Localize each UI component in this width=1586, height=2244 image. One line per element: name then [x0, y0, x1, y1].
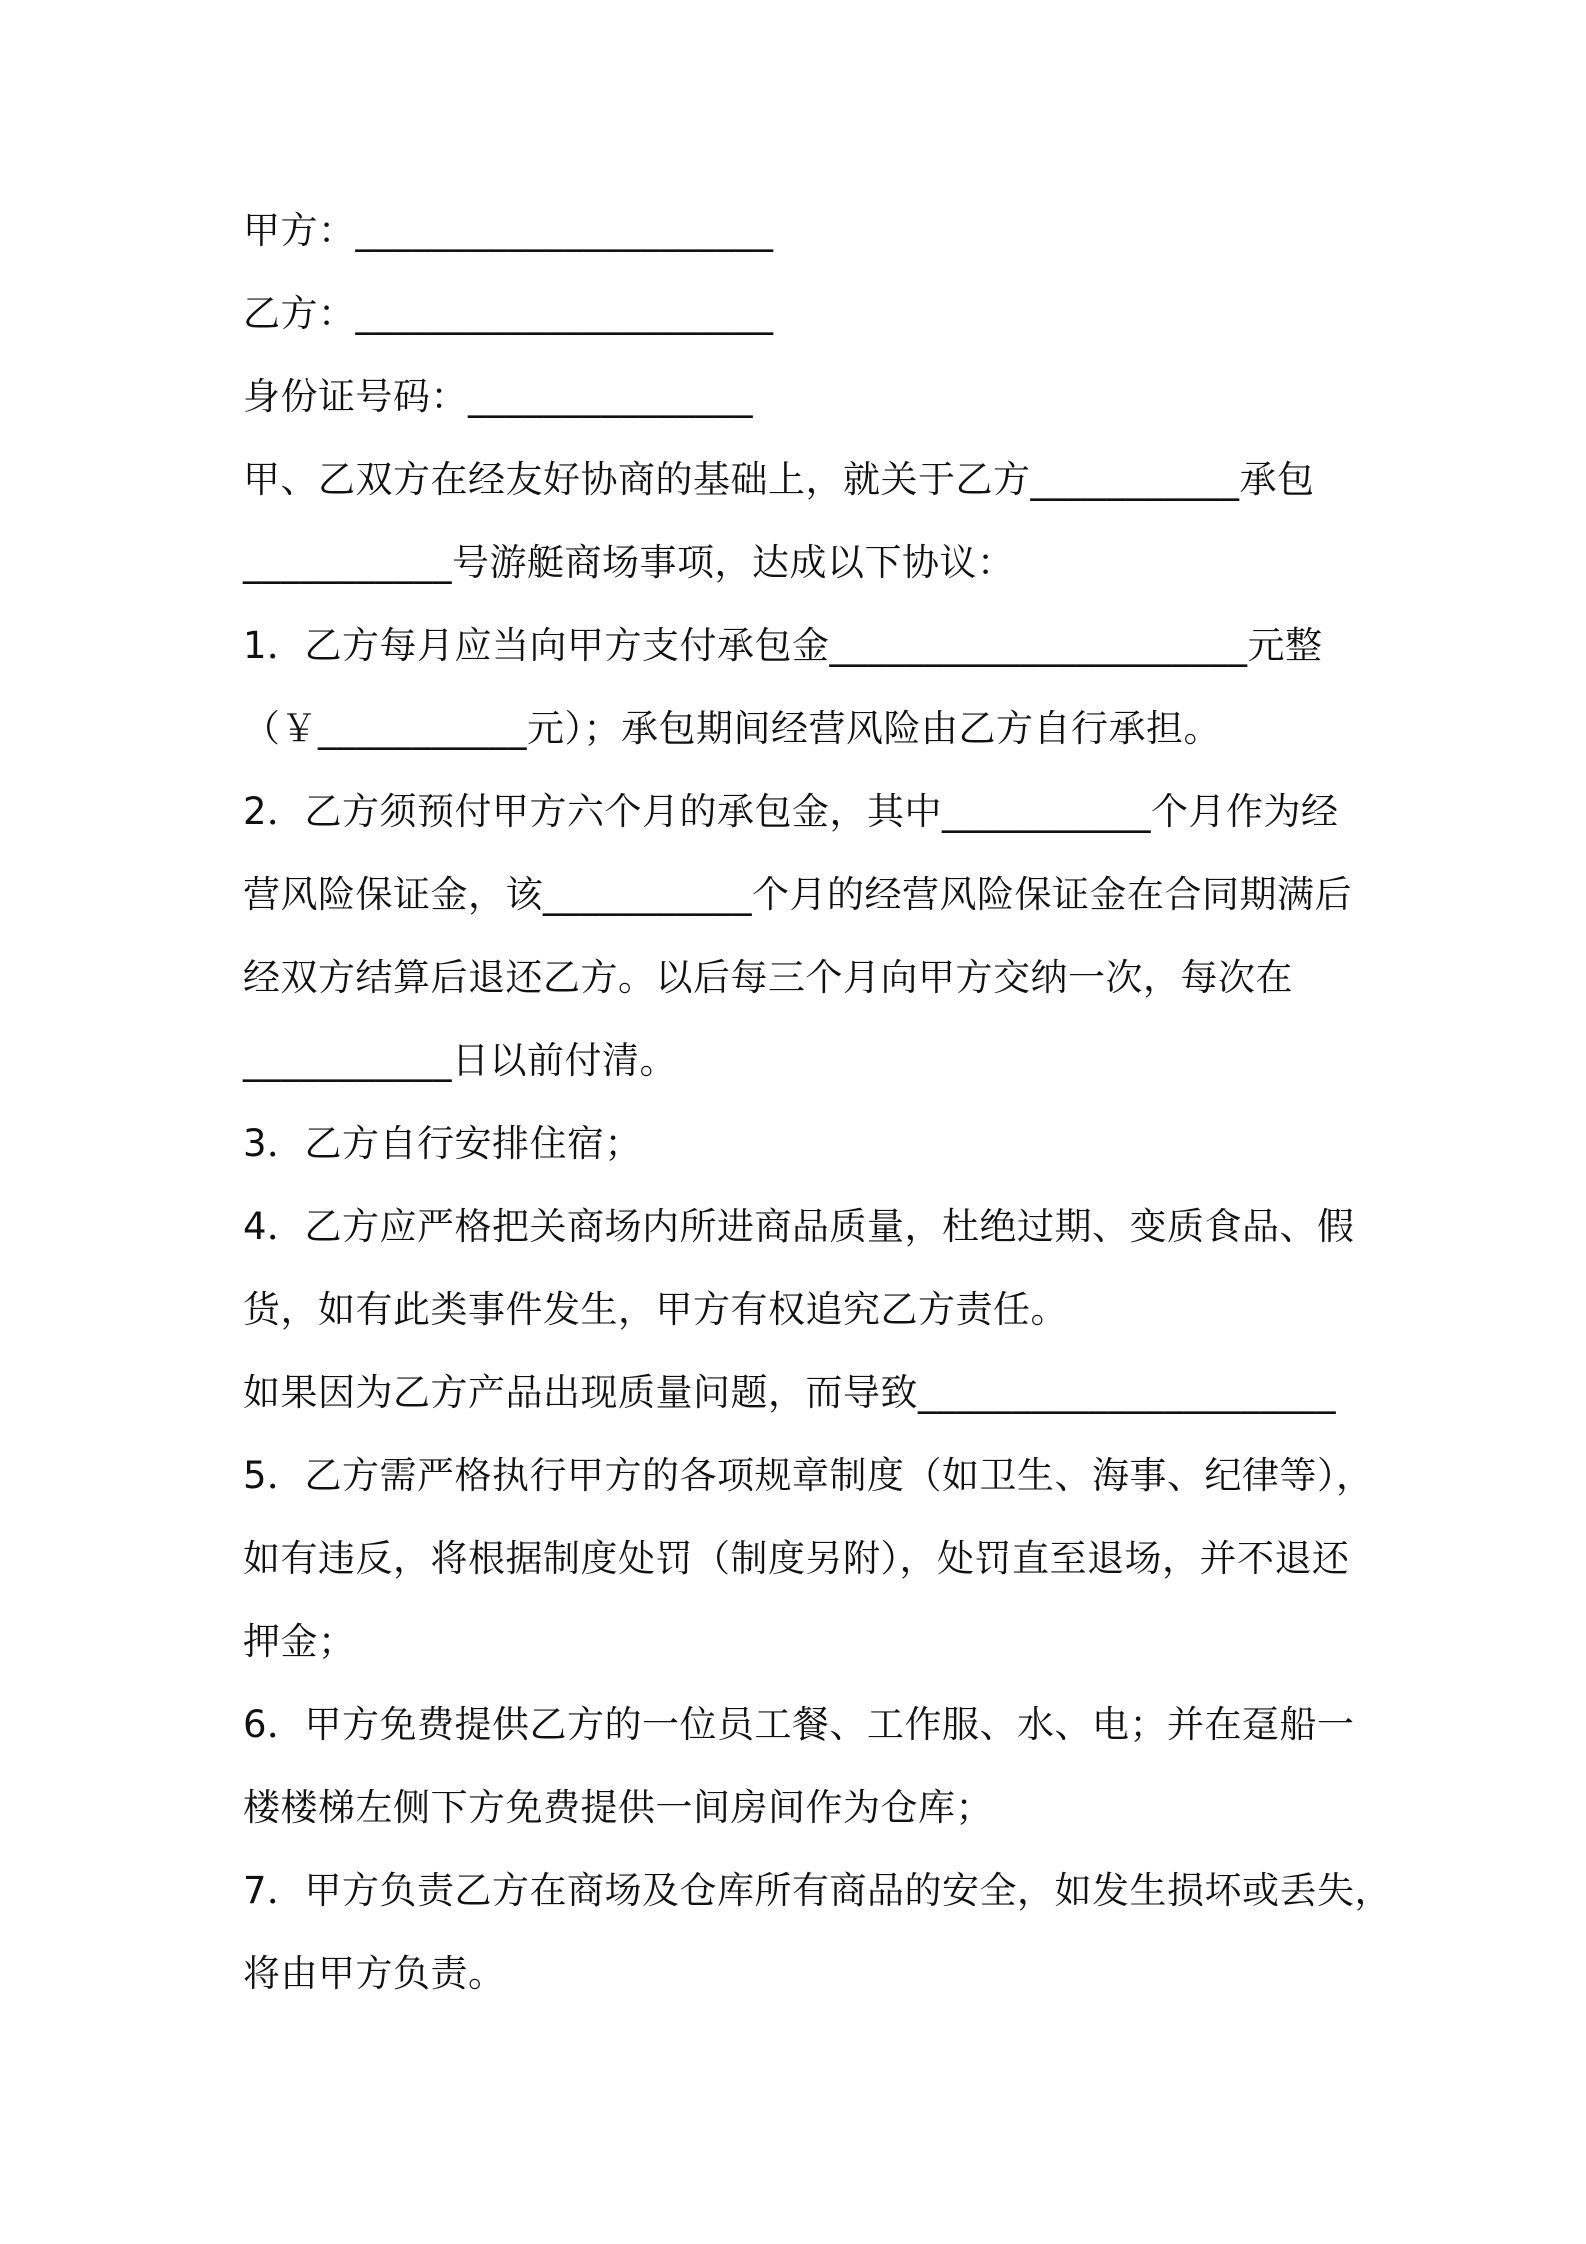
id-number-line: 身份证号码：_______________ — [243, 375, 753, 418]
clause-1-line-2: （￥___________元）；承包期间经营风险由乙方自行承担。 — [243, 707, 1221, 750]
clause-2-line-3: 经双方结算后退还乙方。以后每三个月向甲方交纳一次，每次在 — [243, 956, 1293, 999]
clause-5-line-2: 如有违反，将根据制度处罚（制度另附），处罚直至退场，并不退还 — [243, 1537, 1350, 1580]
clause-6-line-1: 6．甲方免费提供乙方的一位员工餐、工作服、水、电；并在趸船一 — [243, 1703, 1355, 1746]
clause-3-line: 3．乙方自行安排住宿； — [243, 1122, 643, 1165]
clause-5-line-3: 押金； — [243, 1620, 356, 1663]
party-a-line: 甲方：______________________ — [243, 209, 774, 252]
party-b-line: 乙方：______________________ — [243, 292, 774, 335]
clause-4-line-3: 如果因为乙方产品出现质量问题，而导致______________________ — [243, 1371, 1336, 1414]
clause-5-line-1: 5．乙方需严格执行甲方的各项规章制度（如卫生、海事、纪律等）， — [243, 1454, 1374, 1497]
clause-4-line-2: 货，如有此类事件发生，甲方有权追究乙方责任。 — [243, 1288, 1068, 1331]
clause-6-line-2: 楼楼梯左侧下方免费提供一间房间作为仓库； — [243, 1786, 993, 1829]
clause-7-line-1: 7．甲方负责乙方在商场及仓库所有商品的安全，如发生损坏或丢失， — [243, 1869, 1393, 1912]
clause-7-line-2: 将由甲方负责。 — [243, 1952, 506, 1995]
clause-2-line-1: 2．乙方须预付甲方六个月的承包金，其中___________个月作为经 — [243, 790, 1339, 833]
clause-1-line-1: 1．乙方每月应当向甲方支付承包金______________________元整 — [243, 624, 1323, 667]
preamble-line-2: ___________号游艇商场事项，达成以下协议： — [243, 541, 1015, 584]
clause-4-line-1: 4．乙方应严格把关商场内所进商品质量，杜绝过期、变质食品、假 — [243, 1205, 1355, 1248]
clause-2-line-2: 营风险保证金，该___________个月的经营风险保证金在合同期满后 — [243, 873, 1352, 916]
clause-2-line-4: ___________日以前付清。 — [243, 1039, 677, 1082]
preamble-line-1: 甲、乙双方在经友好协商的基础上，就关于乙方___________承包 — [243, 458, 1315, 501]
